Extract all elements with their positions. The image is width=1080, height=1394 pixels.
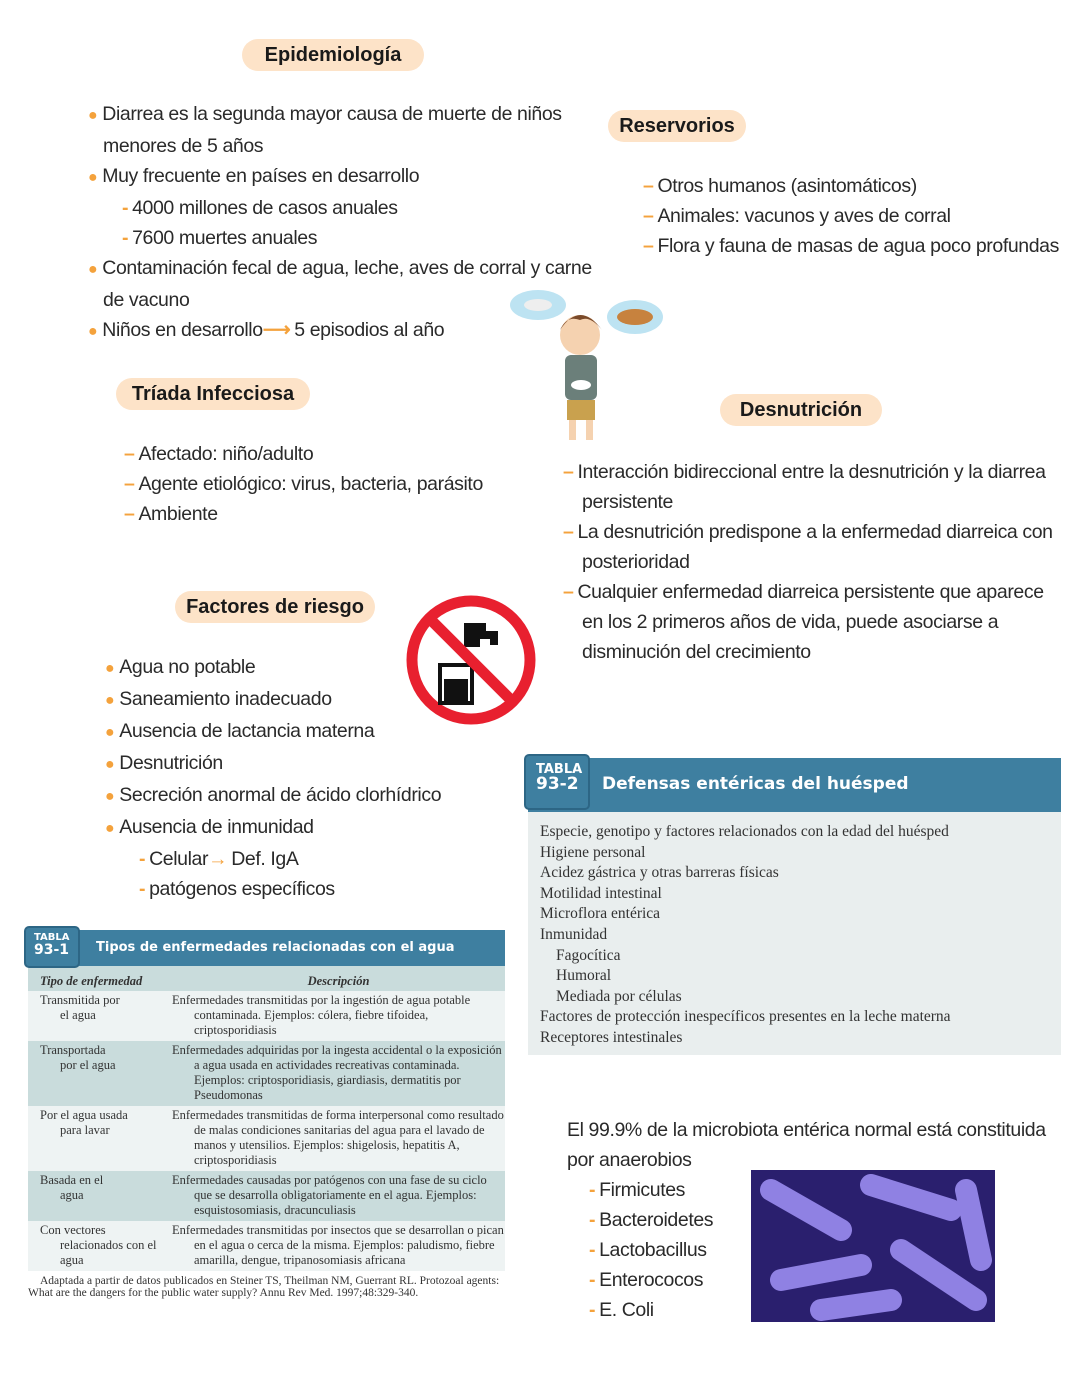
tag-label: TABLA <box>34 932 70 943</box>
tabla-93-1 <box>28 930 505 1299</box>
list-item: Agente etiológico: virus, bacteria, parásito <box>138 473 483 495</box>
reservorios-list: – Otros humanos (asintomáticos) – Animales: vacunos y aves de corral – Flora y fauna de masas de agua poco profundas <box>643 175 1059 257</box>
list-item: patógenos específicos <box>149 878 335 900</box>
list-item: Ausencia de lactancia materna <box>119 720 375 742</box>
list-item: 4000 millones de casos anuales <box>132 197 398 219</box>
desnutricion-list: – Interacción bidireccional entre la desnutrición y la diarrea persistente – La desnutrición predispone a la enfermedad diarreica con posterioridad – Cualquier enfermedad diarreica persistente que aparece en los 2 primeros años de vida, puede asociarse a disminución del crecimiento <box>563 457 1053 667</box>
list-item: La desnutrición predispone a la enfermedad diarreica con <box>577 521 1053 543</box>
epidemiologia-title: Epidemiología <box>242 39 424 71</box>
list-item: en los 2 primeros años de vida, puede asociarse a <box>582 611 999 633</box>
table-row: Transportada por el agua Enfermedades adquiridas por la ingesta accidental o la exposición a agua usada en actividades recreativas contaminada. Ejemplos: criptosporidiasis, giardiasis, dermatitis por Pseudomonas <box>28 1041 505 1106</box>
table-title: Defensas entéricas del huésped <box>602 774 909 794</box>
triada-list: – Afectado: niño/adulto – Agente etiológico: virus, bacteria, parásito – Ambiente <box>124 443 483 525</box>
list-item: Inmunidad <box>540 925 608 943</box>
list-item: Bacteroidetes <box>599 1209 714 1231</box>
list-item: Lactobacillus <box>599 1239 707 1261</box>
tag-number: 93-2 <box>536 774 579 794</box>
tag-number: 93-1 <box>34 942 70 958</box>
list-item: Muy frecuente en países en desarrollo <box>102 165 420 187</box>
list-item: Agua no potable <box>119 656 256 678</box>
list-item: Fagocítica <box>556 946 621 964</box>
factores-title: Factores de riesgo <box>175 591 375 623</box>
table-title: Tipos de enfermedades relacionadas con el agua <box>96 940 455 955</box>
list-item: Ambiente <box>138 503 218 525</box>
reservorios-title: Reservorios <box>608 110 746 142</box>
list-item: Acidez gástrica y otras barreras físicas <box>540 864 779 882</box>
triada-title: Tríada Infecciosa <box>116 378 310 410</box>
list-item: Ausencia de inmunidad <box>119 816 314 838</box>
list-item: Saneamiento inadecuado <box>119 688 332 710</box>
epidemiologia-list: ● Diarrea es la segunda mayor causa de muerte de niños menores de 5 años ● Muy frecuente en países en desarrollo - 4000 millones de casos anuales - 7600 muertes anuales ● Contaminación fecal de agua, leche, aves de corral y carne de vacuno ● Niños en desarrollo⟶ 5 episodios al año <box>88 103 592 341</box>
list-item: Humoral <box>556 967 612 985</box>
list-item: Flora y fauna de masas de agua poco profundas <box>657 235 1059 257</box>
list-item: Contaminación fecal de agua, leche, aves de corral y carne <box>102 257 592 279</box>
tag-label: TABLA <box>536 762 583 777</box>
list-item: Higiene personal <box>540 843 646 861</box>
list-item: Secreción anormal de ácido clorhídrico <box>119 784 442 806</box>
list-item: E. Coli <box>599 1299 654 1321</box>
table-tag <box>524 754 590 810</box>
list-item: Animales: vacunos y aves de corral <box>657 205 951 227</box>
tabla-93-2 <box>528 758 1061 1055</box>
list-item: Receptores intestinales <box>540 1028 683 1046</box>
list-item: posterioridad <box>582 551 690 573</box>
list-item: Mediada por células <box>556 987 682 1005</box>
list-item: Otros humanos (asintomáticos) <box>657 175 917 197</box>
table-row: Basada en el agua Enfermedades causadas por patógenos con una fase de su ciclo que se desarrolla obligatoriamente en el agua. Ejemplos: esquistosomiasis, dracunculiasis <box>28 1171 505 1221</box>
list-item: Factores de protección inespecíficos presentes en la leche materna <box>540 1008 951 1026</box>
list-item: Afectado: niño/adulto <box>138 443 314 465</box>
list-item: persistente <box>582 491 673 513</box>
microbiota-text: El 99.9% de la microbiota entérica normal está constituida <box>567 1119 1046 1141</box>
list-item: de vacuno <box>103 289 190 311</box>
list-item: menores de 5 años <box>103 135 264 157</box>
factores-list: ● Agua no potable ● Saneamiento inadecuado ● Ausencia de lactancia materna ● Desnutrición ● Secreción anormal de ácido clorhídrico ● Ausencia de inmunidad - Celular→ Def. IgA - patógenos específicos <box>105 656 442 900</box>
table-source: Adaptada a partir de datos publicados en Steiner TS, Theilman NM, Guerrant RL. Protozoal agents: What are the dangers for the public water supply? Annu Rev Med. 1997;48:329-340. <box>28 1275 500 1299</box>
microbiota-text: por anaerobios <box>567 1149 692 1171</box>
list-item: Cualquier enfermedad diarreica persistente que aparece <box>577 581 1044 603</box>
list-item: Enterococos <box>599 1269 704 1291</box>
microbiota-notes: El 99.9% de la microbiota entérica normal está constituida por anaerobios - Firmicutes - Bacteroidetes - Lactobacillus - Enterococos - E. Coli <box>567 1115 1046 1325</box>
list-item: Especie, genotipo y factores relacionados con la edad del huésped <box>540 823 949 840</box>
list-item: Niños en desarrollo <box>102 319 263 341</box>
list-item: Def. IgA <box>231 848 299 870</box>
list-item: 7600 muertes anuales <box>132 227 318 249</box>
column-header: Tipo de enfermedad <box>40 974 143 988</box>
sick-child-illustration <box>505 285 665 450</box>
list-item: Celular <box>149 848 209 870</box>
list-item: Diarrea es la segunda mayor causa de muerte de niños <box>102 103 562 125</box>
list-item: Firmicutes <box>599 1179 686 1201</box>
table-row: Transmitida por el agua Enfermedades transmitidas por la ingestión de agua potable contaminada. Ejemplos: cólera, fiebre tifoidea, criptosporidiasis <box>28 991 505 1041</box>
table-row: Por el agua usada para lavar Enfermedades transmitidas de forma interpersonal como resultado de malas condiciones sanitarias del agua para el lavado de manos y utensilios. Ejemplos: shigelosis, hepatitis A, criptosporidiasis <box>28 1106 505 1171</box>
bacteria-image <box>751 1170 995 1322</box>
arrow-icon: → <box>208 848 228 870</box>
list-item: Desnutrición <box>119 752 223 774</box>
table-tag <box>24 926 80 968</box>
desnutricion-title: Desnutrición <box>720 394 882 426</box>
table-row: Con vectores relacionados con el agua Enfermedades transmitidas por insectos que se desarrollan o pican en el agua o cerca de la misma. Ejemplos: paludismo, fiebre amarilla, dengue, tripanosomiasis africana <box>28 1221 505 1271</box>
column-header: Descripción <box>307 974 370 988</box>
list-item: Microflora entérica <box>540 905 661 923</box>
list-item: Motilidad intestinal <box>540 884 662 902</box>
list-item: Interacción bidireccional entre la desnutrición y la diarrea <box>577 461 1046 483</box>
list-item: 5 episodios al año <box>294 319 445 341</box>
arrow-icon: ⟶ <box>262 319 291 341</box>
list-item: disminución del crecimiento <box>582 641 811 663</box>
